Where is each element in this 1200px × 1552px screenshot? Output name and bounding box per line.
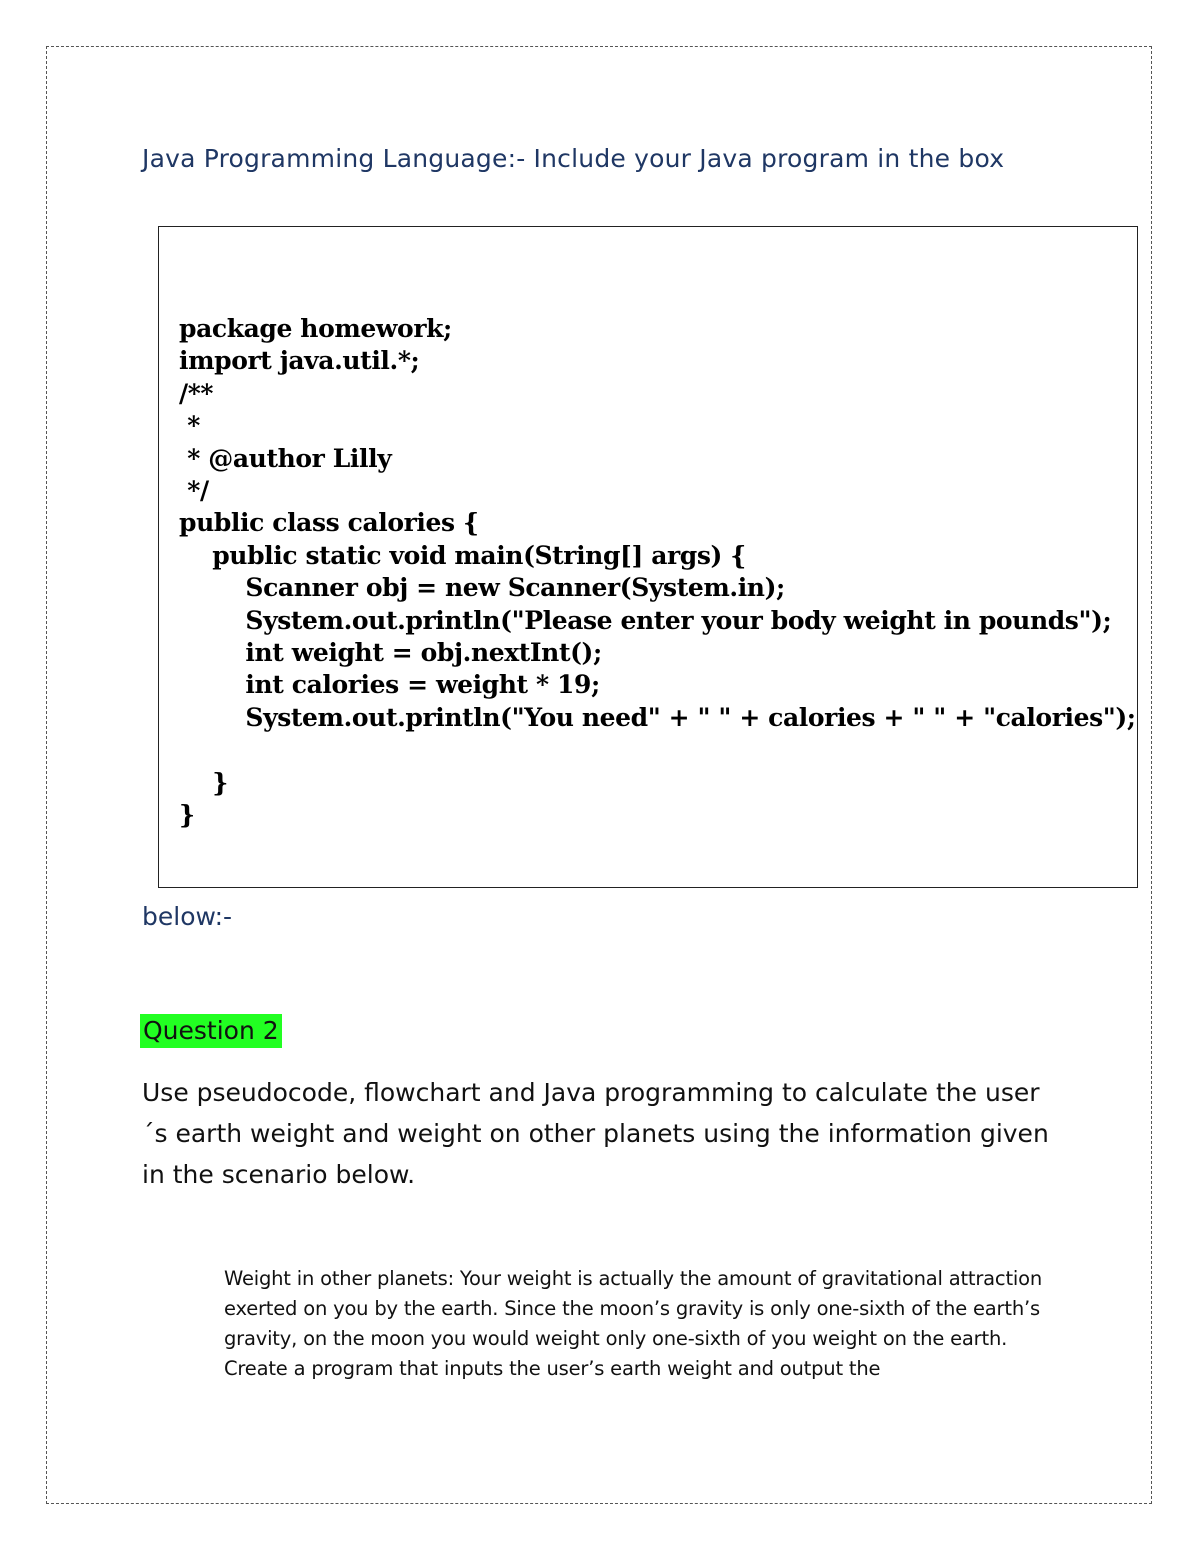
section-heading: Java Programming Language:- Include your Java program in the box [142,144,1005,173]
code-box [158,226,1138,888]
question-label: Question 2 [140,1014,282,1048]
scenario-text: Weight in other planets: Your weight is actually the amount of gravitational attraction exerted on you by the earth. Since the moon’s gravity is only one-sixth of the earth’s gravity, on the moon you would weight only one-sixth of you weight on the earth. Create a program that inputs the user’s earth weight and output the [224,1267,1043,1380]
below-text: below:- [142,902,233,931]
question-text: Use pseudocode, flowchart and Java programming to calculate the user ´s earth weight and weight on other planets using the information given in the scenario below. [142,1078,1049,1189]
java-code: package homework; import java.util.*; /** * * @author Lilly */ public class calories { public static void main(String[] args) { Scanner obj = new Scanner(System.in); System.out.println("Please enter your body weight in pounds"); int weight = obj.nextInt(); int calories = weight * 19; System.out.println("You need" + " " + calories + " " + "calories"); } } [179,314,1136,830]
